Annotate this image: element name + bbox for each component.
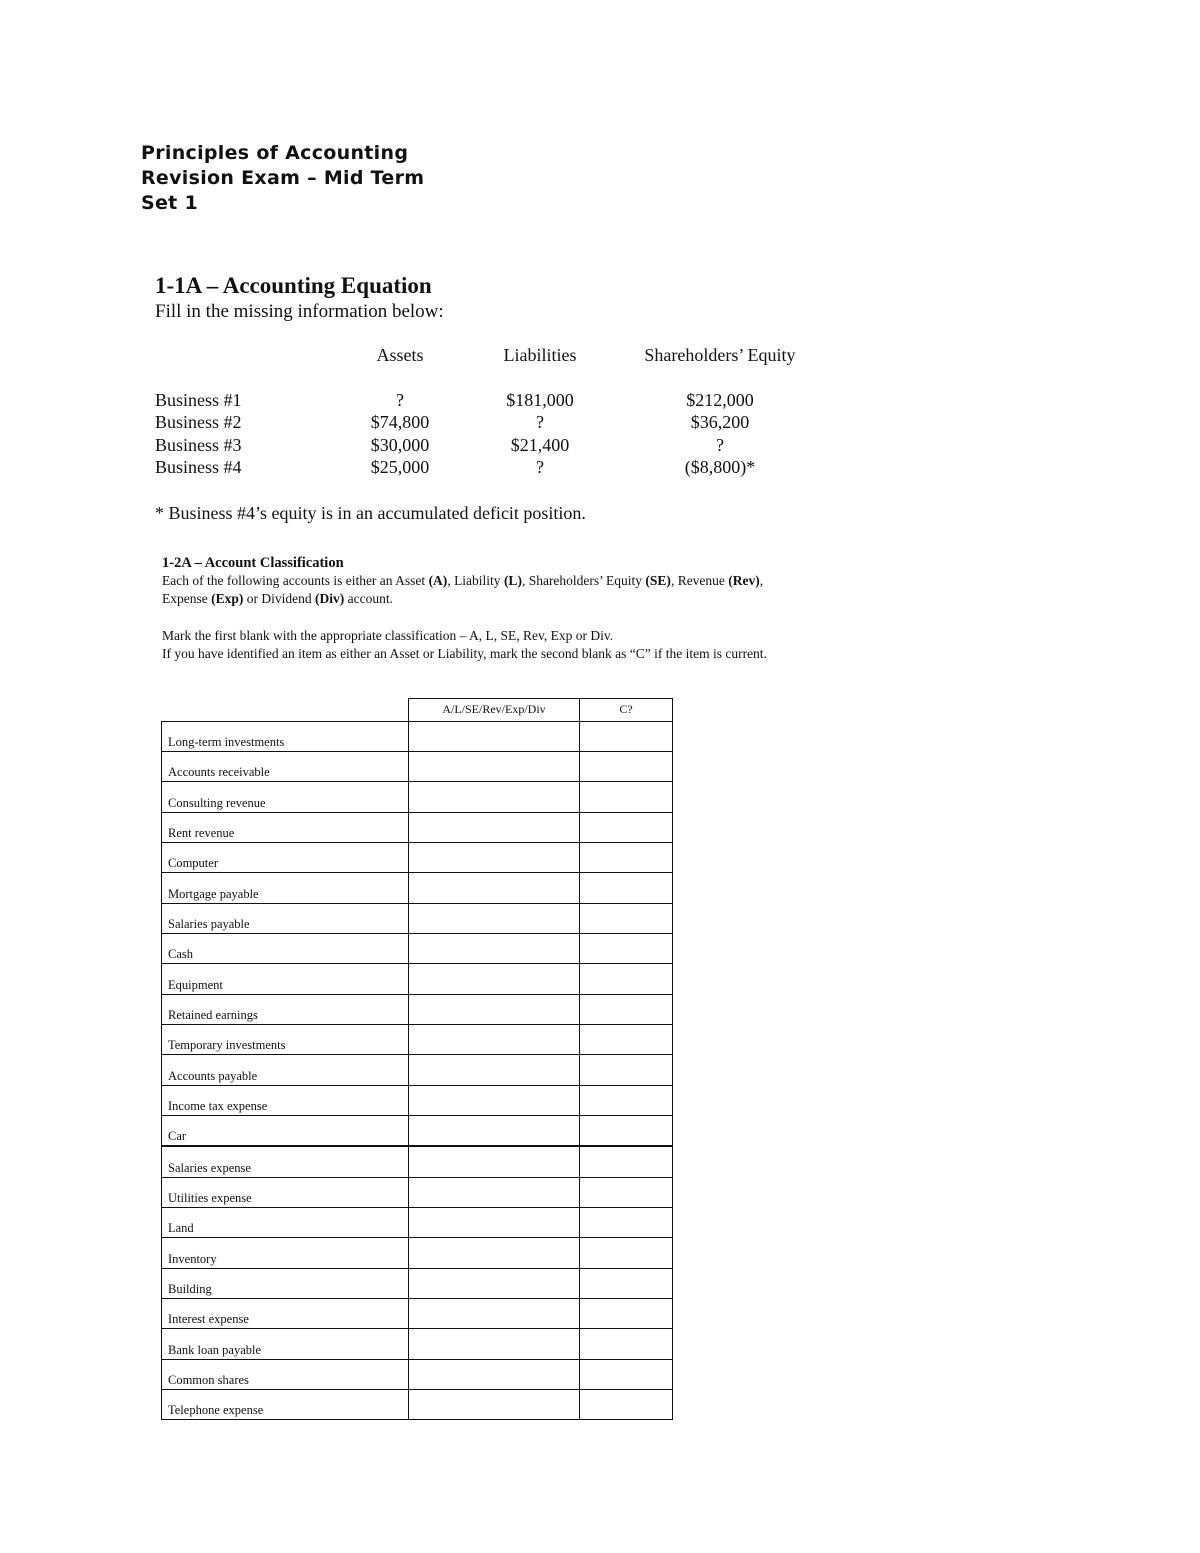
table-row xyxy=(162,1024,673,1054)
current-blank[interactable] xyxy=(580,842,673,872)
equity-value: $36,200 xyxy=(690,412,750,432)
set-label: Set 1 xyxy=(141,192,198,214)
assets-value: $30,000 xyxy=(370,434,430,455)
classification-blank[interactable] xyxy=(409,842,580,872)
account-name: Car xyxy=(162,1115,409,1146)
current-blank[interactable] xyxy=(580,1024,673,1054)
classification-instructions xyxy=(162,627,802,663)
table-row xyxy=(162,873,673,903)
table-row xyxy=(162,933,673,963)
account-name: Accounts receivable xyxy=(162,751,409,781)
account-name: Mortgage payable xyxy=(162,873,409,903)
equation-header-blank xyxy=(155,344,345,389)
classification-blank[interactable] xyxy=(409,751,580,781)
current-blank[interactable] xyxy=(580,1268,673,1298)
instruction-line-1: Mark the first blank with the appropriate classification – A, L, SE, Rev, Exp or Div. xyxy=(162,628,614,643)
table-row xyxy=(162,903,673,933)
equation-row xyxy=(155,389,815,412)
equity-value: ($8,800)* xyxy=(684,457,756,477)
business-label: Business #2 xyxy=(155,412,242,432)
account-name: Computer xyxy=(162,842,409,872)
liabilities-value: $181,000 xyxy=(506,389,574,410)
desc-code-expense: (Exp) xyxy=(211,591,244,606)
classification-blank[interactable] xyxy=(409,1359,580,1389)
desc-text: , Expense xyxy=(162,573,764,606)
current-blank[interactable] xyxy=(580,1359,673,1389)
classification-blank[interactable] xyxy=(409,721,580,751)
account-name: Consulting revenue xyxy=(162,782,409,812)
desc-text: , Revenue xyxy=(670,573,729,588)
current-blank[interactable] xyxy=(580,933,673,963)
table-row xyxy=(162,1268,673,1298)
desc-text: account. xyxy=(344,591,393,606)
current-blank[interactable] xyxy=(580,1115,673,1146)
document-header xyxy=(141,141,424,216)
equity-value: ? xyxy=(716,434,724,455)
table-row xyxy=(162,1208,673,1238)
classification-blank[interactable] xyxy=(409,1146,580,1177)
current-blank[interactable] xyxy=(580,1329,673,1359)
classification-description xyxy=(162,572,802,608)
instruction-line-2: If you have identified an item as either an Asset or Liability, mark the second blank as “C” if the item is current. xyxy=(162,646,767,661)
desc-code-asset: (A) xyxy=(428,573,448,588)
account-name: Long-term investments xyxy=(162,721,409,751)
account-name: Bank loan payable xyxy=(162,1329,409,1359)
table-row xyxy=(162,1390,673,1420)
current-blank[interactable] xyxy=(580,1390,673,1420)
classification-blank[interactable] xyxy=(409,782,580,812)
desc-text: or Dividend xyxy=(243,591,315,606)
classification-blank[interactable] xyxy=(409,1024,580,1054)
table-row xyxy=(162,994,673,1024)
current-blank[interactable] xyxy=(580,994,673,1024)
account-name: Interest expense xyxy=(162,1299,409,1329)
equation-header-row xyxy=(155,344,815,389)
table-row xyxy=(162,721,673,751)
current-blank[interactable] xyxy=(580,1299,673,1329)
classification-blank[interactable] xyxy=(409,1238,580,1268)
current-blank[interactable] xyxy=(580,1146,673,1177)
desc-code-equity: (SE) xyxy=(645,573,671,588)
table-row xyxy=(162,1238,673,1268)
classification-blank[interactable] xyxy=(409,873,580,903)
classification-blank[interactable] xyxy=(409,994,580,1024)
classification-blank[interactable] xyxy=(409,964,580,994)
table-row xyxy=(162,782,673,812)
current-blank[interactable] xyxy=(580,1238,673,1268)
current-blank[interactable] xyxy=(580,903,673,933)
classification-blank[interactable] xyxy=(409,1329,580,1359)
current-blank[interactable] xyxy=(580,873,673,903)
assets-value: ? xyxy=(396,389,404,410)
table-row xyxy=(162,1055,673,1085)
current-blank[interactable] xyxy=(580,1055,673,1085)
table-row xyxy=(162,1299,673,1329)
account-name: Retained earnings xyxy=(162,994,409,1024)
account-name: Land xyxy=(162,1208,409,1238)
classification-blank[interactable] xyxy=(409,1115,580,1146)
table-row xyxy=(162,964,673,994)
account-name: Accounts payable xyxy=(162,1055,409,1085)
classification-header-blank xyxy=(162,699,409,722)
desc-code-liability: (L) xyxy=(503,573,522,588)
table-row xyxy=(162,1177,673,1207)
account-name: Building xyxy=(162,1268,409,1298)
equation-row xyxy=(155,434,815,457)
equation-header-liabilities: Liabilities xyxy=(503,345,577,365)
table-row xyxy=(162,1115,673,1146)
classification-blank[interactable] xyxy=(409,812,580,842)
table-row xyxy=(162,812,673,842)
table-row xyxy=(162,1359,673,1389)
current-blank[interactable] xyxy=(580,1208,673,1238)
desc-code-dividend: (Div) xyxy=(315,591,345,606)
classification-header-row xyxy=(162,699,673,722)
business-label: Business #3 xyxy=(155,434,242,455)
current-header: C? xyxy=(580,699,673,722)
assets-value: $25,000 xyxy=(370,457,430,477)
equation-row xyxy=(155,411,815,434)
current-blank[interactable] xyxy=(580,1177,673,1207)
classification-table xyxy=(161,698,673,1420)
classification-blank[interactable] xyxy=(409,1299,580,1329)
account-name: Common shares xyxy=(162,1359,409,1389)
accounting-equation-table xyxy=(155,344,815,479)
classification-blank[interactable] xyxy=(409,1268,580,1298)
table-row xyxy=(162,751,673,781)
desc-text: , Liability xyxy=(447,573,504,588)
current-blank[interactable] xyxy=(580,964,673,994)
liabilities-value: $21,400 xyxy=(510,434,570,455)
section-1-instruction: Fill in the missing information below: xyxy=(155,301,444,322)
classification-blank[interactable] xyxy=(409,1085,580,1115)
equation-row xyxy=(155,456,815,479)
course-title: Principles of Accounting xyxy=(141,142,409,164)
equation-header-assets: Assets xyxy=(376,345,424,365)
classification-blank[interactable] xyxy=(409,933,580,963)
classification-blank[interactable] xyxy=(409,1055,580,1085)
desc-text: , Shareholders’ Equity xyxy=(521,573,646,588)
account-name: Rent revenue xyxy=(162,812,409,842)
assets-value: $74,800 xyxy=(370,412,430,432)
table-row xyxy=(162,1329,673,1359)
classification-blank[interactable] xyxy=(409,1208,580,1238)
current-blank[interactable] xyxy=(580,751,673,781)
table-row xyxy=(162,1146,673,1177)
table-row xyxy=(162,842,673,872)
desc-code-revenue: (Rev) xyxy=(728,573,760,588)
current-blank[interactable] xyxy=(580,782,673,812)
account-name: Cash xyxy=(162,933,409,963)
classification-header: A/L/SE/Rev/Exp/Div xyxy=(409,699,580,722)
current-blank[interactable] xyxy=(580,1085,673,1115)
account-name: Telephone expense xyxy=(162,1390,409,1420)
business-label: Business #4 xyxy=(155,457,242,477)
section-2-title: 1-2A – Account Classification xyxy=(162,555,344,571)
current-blank[interactable] xyxy=(580,721,673,751)
classification-blank[interactable] xyxy=(409,903,580,933)
classification-blank[interactable] xyxy=(409,1390,580,1420)
desc-text: Each of the following accounts is either an Asset xyxy=(162,573,429,588)
account-name: Equipment xyxy=(162,964,409,994)
liabilities-value: ? xyxy=(536,457,544,477)
classification-blank[interactable] xyxy=(409,1177,580,1207)
account-name: Salaries expense xyxy=(162,1146,409,1177)
account-name: Utilities expense xyxy=(162,1177,409,1207)
business-label: Business #1 xyxy=(155,389,242,410)
current-blank[interactable] xyxy=(580,812,673,842)
deficit-footnote: * Business #4’s equity is in an accumulated deficit position. xyxy=(155,503,586,523)
table-row xyxy=(162,1085,673,1115)
section-1-title: 1-1A – Accounting Equation xyxy=(155,273,432,298)
account-name: Salaries payable xyxy=(162,903,409,933)
account-name: Income tax expense xyxy=(162,1085,409,1115)
exam-title: Revision Exam – Mid Term xyxy=(141,167,425,189)
equity-value: $212,000 xyxy=(686,389,754,410)
account-name: Inventory xyxy=(162,1238,409,1268)
liabilities-value: ? xyxy=(536,412,544,432)
account-name: Temporary investments xyxy=(162,1024,409,1054)
equation-header-equity: Shareholders’ Equity xyxy=(644,345,796,365)
